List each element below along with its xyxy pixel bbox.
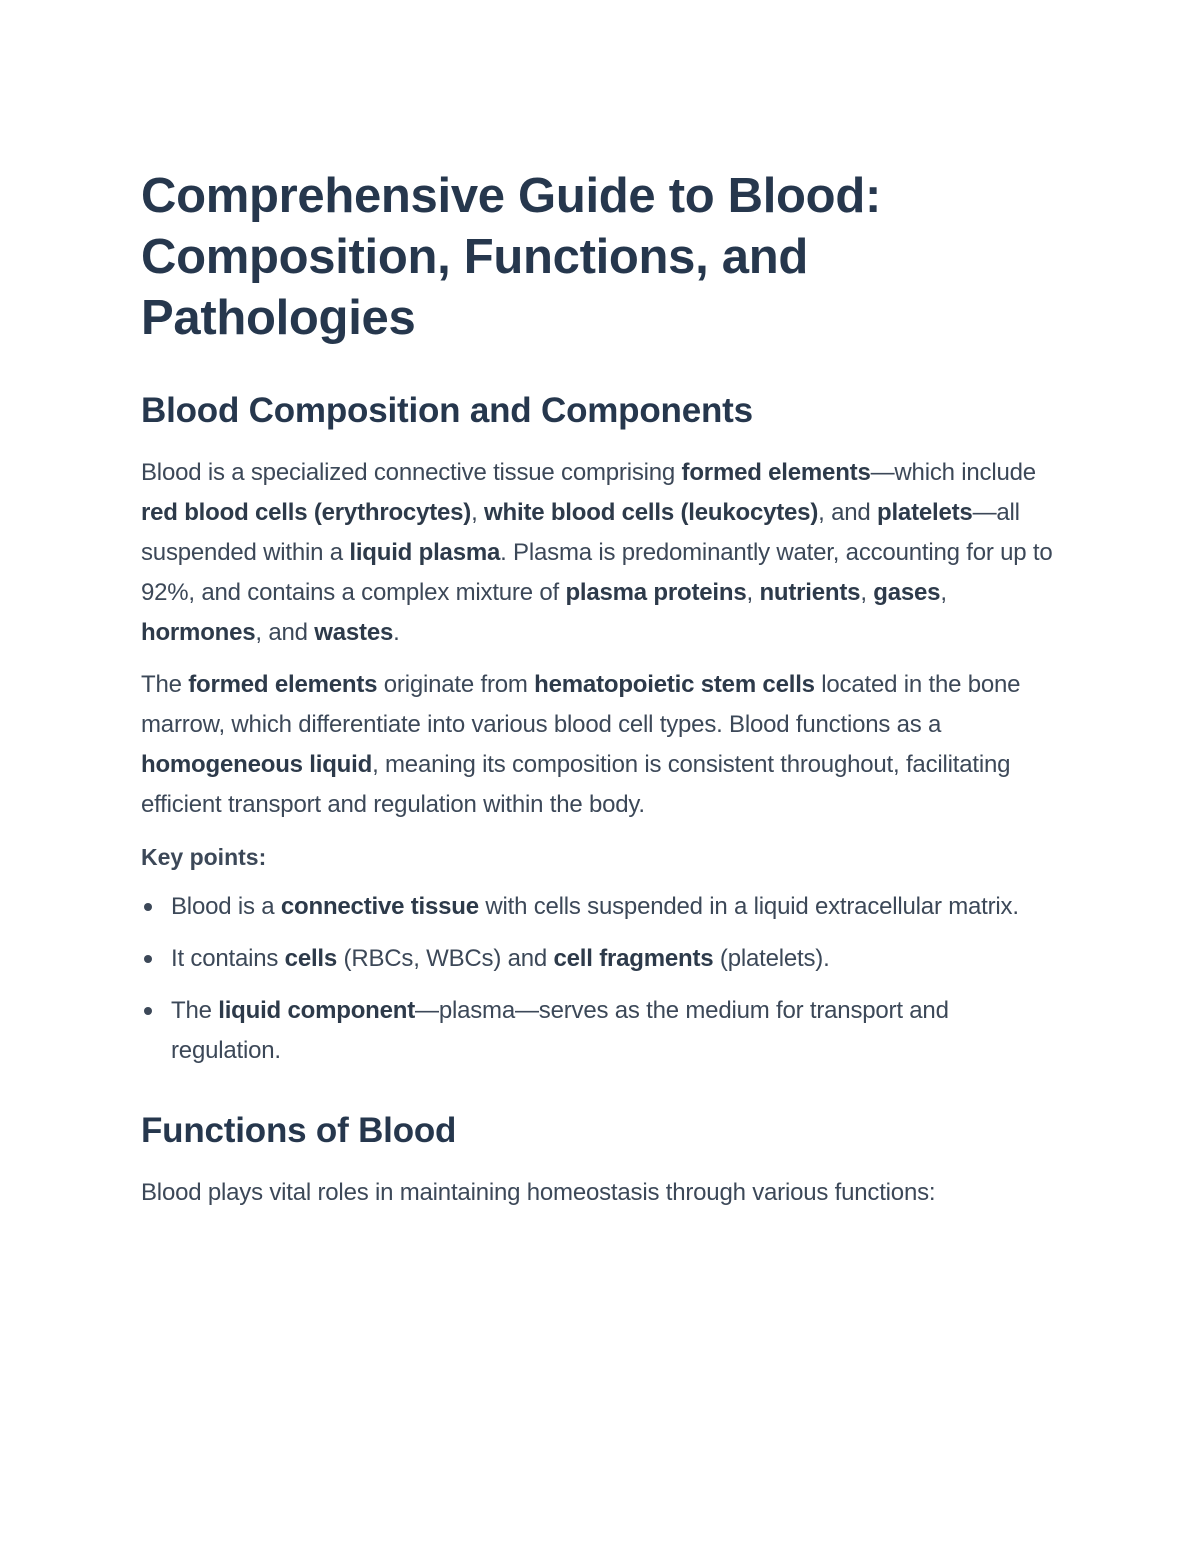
bullet-icon [144,1007,152,1015]
text-run: , and [818,499,877,526]
text-run: The [171,997,219,1024]
text-run: , [860,579,874,606]
text-run: The [141,671,189,698]
bold-text: platelets [877,499,973,526]
text-run: located in the bone marrow, which differentiate into various blood cell types. Blood functions as a [141,671,1021,738]
bold-text: formed elements [681,459,871,486]
section-heading-blood-composition: Blood Composition and Components [141,391,753,430]
bold-text: gases [873,579,941,606]
key-points-list [141,887,1071,1071]
text-run: , meaning its composition is consistent throughout, facilitating efficient transport and regulation within the body. [141,751,1011,818]
text-run: , and [255,619,315,646]
bullet-icon [144,903,152,911]
bold-text: plasma proteins [565,579,747,606]
text-run: , [940,579,947,606]
bullet-icon [144,955,152,963]
list-item [141,939,1051,979]
bold-text: connective tissue [280,893,479,920]
bold-text: liquid plasma [349,539,501,566]
bold-text: white blood cells (leukocytes) [484,499,819,526]
section-heading-functions-of-blood: Functions of Blood [141,1111,457,1150]
text-run: Blood is a specialized connective tissue comprising [141,459,682,486]
key-points-label: Key points: [141,844,267,870]
bold-text: formed elements [188,671,378,698]
bold-text: cells [284,945,338,972]
text-run: . Plasma is predominantly water, accounting for up to 92%, and contains a complex mixture of [141,539,1053,606]
bold-text: homogeneous liquid [141,751,373,778]
text-run: , [746,579,760,606]
bold-text: hematopoietic stem cells [534,671,815,698]
bold-text: cell fragments [553,945,714,972]
text-run: Blood is a [171,893,281,920]
text-run: —plasma—serves as the medium for transport and regulation. [171,997,949,1064]
text-run: , [471,499,485,526]
paragraph-composition [141,453,1071,653]
text-run: . [393,619,400,646]
bold-text: wastes [314,619,394,646]
bold-text: red blood cells (erythrocytes) [141,499,472,526]
text-run: It contains [171,945,285,972]
text-run: —which include [870,459,1036,486]
bold-text: hormones [141,619,256,646]
text-run: (platelets). [713,945,830,972]
document-title: Comprehensive Guide to Blood: Composition, Functions, and Pathologies [141,169,881,345]
paragraph-functions-intro: Blood plays vital roles in maintaining homeostasis through various functions: [141,1179,936,1206]
text-run: (RBCs, WBCs) and [337,945,554,972]
text-run: with cells suspended in a liquid extracellular matrix. [478,893,1019,920]
paragraph-formed-elements [141,665,1071,825]
text-run: —all suspended within a [141,499,1020,566]
list-item [141,991,1051,1071]
bold-text: nutrients [759,579,861,606]
list-item [141,887,1051,927]
bold-text: liquid component [218,997,416,1024]
document-page [141,166,1071,1213]
text-run: originate from [377,671,535,698]
